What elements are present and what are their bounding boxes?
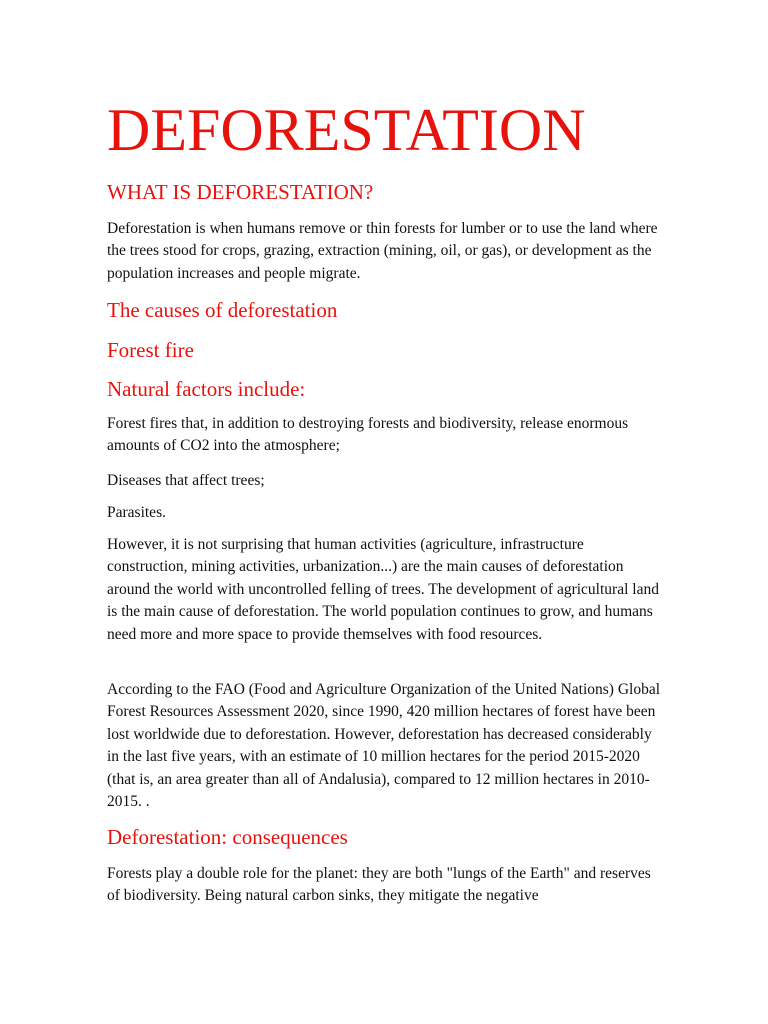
paragraph-forest-fires: Forest fires that, in addition to destroying forests and biodiversity, release enormous amounts of CO2 into the atmosphere;: [107, 415, 629, 455]
paragraph-fao-assessment: According to the FAO (Food and Agriculture Organization of the United Nations) Global Forest Resources Assessment 2020, since 1990, 420 million hectares of forest have been lost worldwide due to deforestation. However, deforestation has decreased considerably in the last five years, with an estimate of 10 million hectares for the period 2015-2020 (that is, an area greater than all of Andalusia), compared to 12 million hectares in 2010-2015. .: [107, 681, 661, 811]
document-title: DEFORESTATION: [107, 97, 586, 163]
paragraph-forests-role: Forests play a double role for the planet: they are both "lungs of the Earth" and reserves of biodiversity. Being natural carbon sinks, they mitigate the negative: [107, 865, 651, 905]
heading-consequences: Deforestation: consequences: [107, 825, 348, 849]
heading-natural-factors: Natural factors include:: [107, 377, 306, 401]
heading-causes: The causes of deforestation: [107, 298, 338, 322]
heading-what-is-deforestation: WHAT IS DEFORESTATION?: [107, 180, 374, 204]
heading-forest-fire: Forest fire: [107, 338, 194, 362]
paragraph-parasites: Parasites.: [107, 504, 166, 521]
paragraph-human-activities: However, it is not surprising that human activities (agriculture, infrastructure construction, mining activities, urbanization...) are the main causes of deforestation around the world with uncontrolled felling of trees. The development of agricultural land is the main cause of deforestation. The world population continues to grow, and humans need more and more space to provide themselves with food resources.: [107, 536, 659, 643]
paragraph-diseases: Diseases that affect trees;: [107, 472, 265, 489]
paragraph-definition: Deforestation is when humans remove or thin forests for lumber or to use the land where the trees stood for crops, grazing, extraction (mining, oil, or gas), or development as the population increases and people migrate.: [107, 220, 658, 282]
